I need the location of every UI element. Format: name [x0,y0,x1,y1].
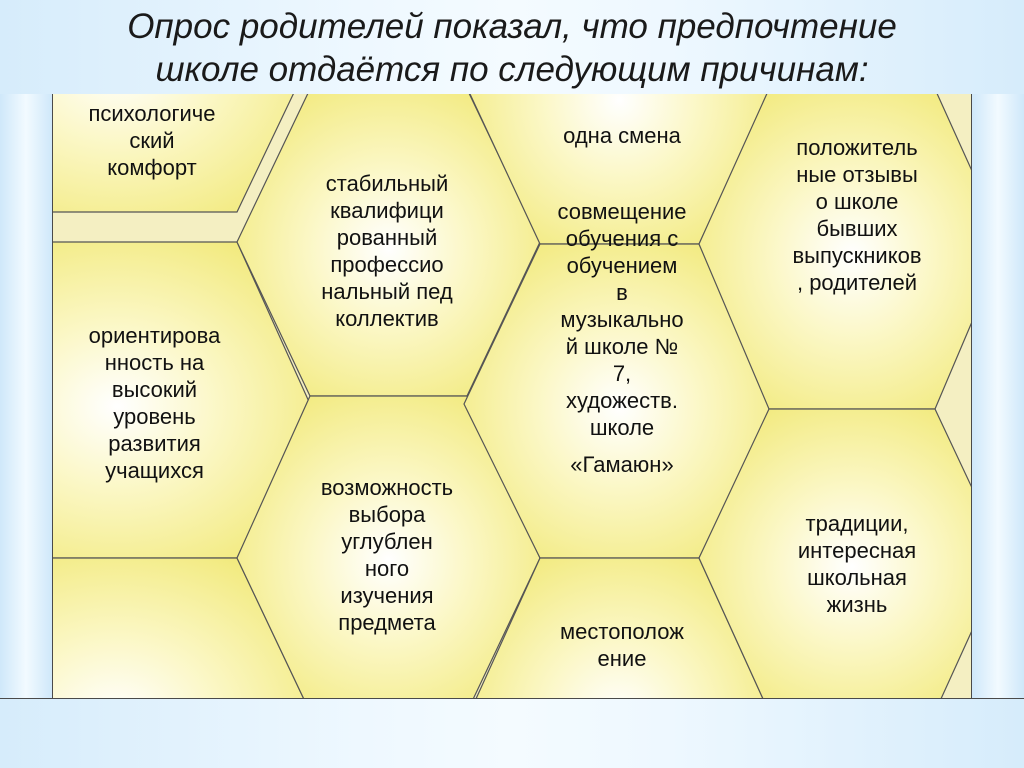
cell-line: изучения [340,583,434,608]
cell-line: ориентирова [88,323,221,348]
cell-line: интересная [797,538,917,563]
cell-line: , родителей [796,270,918,295]
cell-line: художеств. [566,388,678,413]
cell-qualified-staff [272,170,502,332]
cell-line: выпускников [792,243,922,268]
cell-line: ский [129,128,175,153]
cell-high-development [52,322,257,484]
cell-line: й школе № [565,334,679,359]
cell-advanced-study [272,474,502,636]
cell-line: психологиче [88,101,216,126]
cell-line: совмещение [557,199,687,224]
cell-line: «Гамаюн» [570,452,674,477]
cell-line: положитель [796,135,918,160]
cell-line: бывших [816,216,898,241]
cell-line: учащихся [105,458,204,483]
cell-line: обучением [566,253,678,278]
cell-line: профессио [330,252,444,277]
right-strip [972,94,1024,698]
cell-psychological-comfort [52,100,252,181]
cell-line: предмета [338,610,436,635]
cell-line: квалифици [330,198,444,223]
cell-line: традиции, [805,511,909,536]
slide-title [0,0,1024,96]
cell-traditions [752,510,962,618]
cell-line: выбора [348,502,426,527]
cell-line: рованный [336,225,438,250]
panel-border-right [971,94,972,698]
cell-line: музыкально [560,307,684,332]
cell-line: стабильный [325,171,449,196]
cell-line: ение [597,646,647,671]
cell-line: уровень [113,404,196,429]
cell-one-shift [512,122,732,149]
cell-line: 7, [612,361,632,386]
slide-title-line-1: Опрос родителей показал, что предпочтение [127,7,897,46]
cell-line: развития [108,431,201,456]
cell-positive-reviews [752,134,962,296]
cell-line: нность на [104,350,205,375]
cell-line: коллектив [335,306,439,331]
cell-line: углублен [341,529,433,554]
divider-bottom [0,698,1024,699]
cell-line: нальный пед [321,279,453,304]
cell-line: ного [364,556,410,581]
cell-line: комфорт [107,155,197,180]
cell-line: ные отзывы [796,162,918,187]
cell-line: одна смена [563,123,681,148]
cell-line: возможность [320,475,454,500]
cell-location [512,618,732,672]
cell-line: школе [589,415,655,440]
cell-line: о школе [815,189,899,214]
cell-line: местополож [560,619,684,644]
cell-line: в [616,280,628,305]
slide-title-line-2: школе отдаётся по следующим причинам: [155,50,869,89]
cell-line: высокий [111,377,198,402]
cell-line: обучения с [565,226,679,251]
panel-border-left [52,94,53,698]
cell-music-art-school [512,198,732,478]
cell-line: жизнь [826,592,888,617]
left-strip [0,94,52,698]
cell-line: школьная [807,565,907,590]
